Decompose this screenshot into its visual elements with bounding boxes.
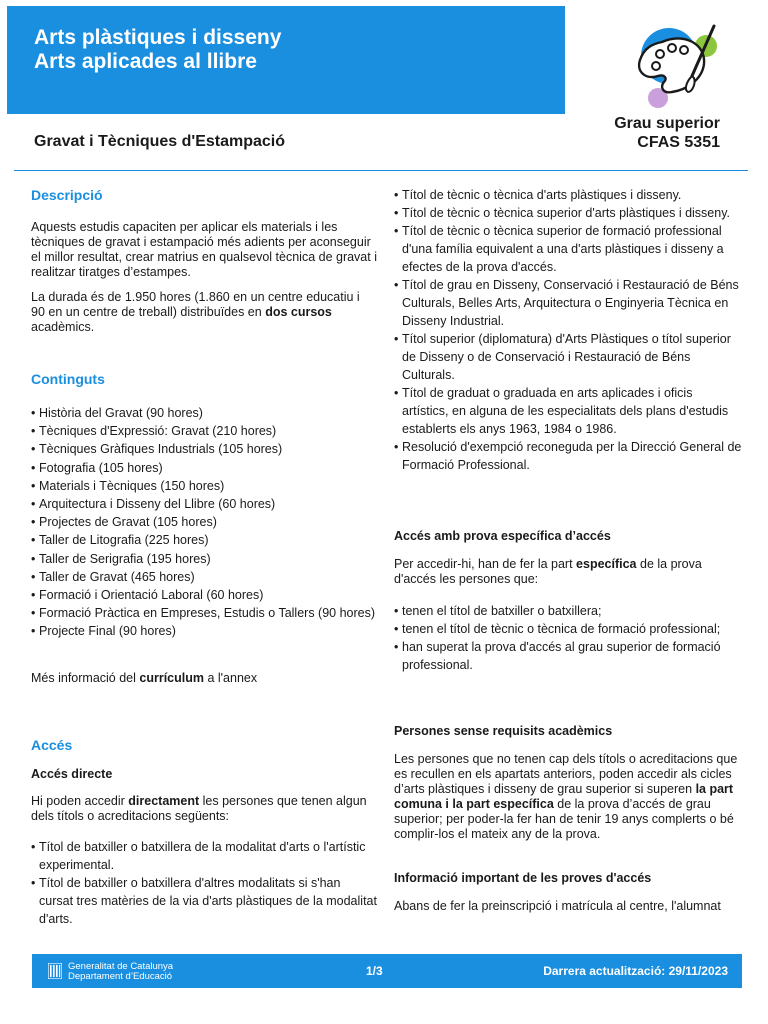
header-divider [14,170,748,171]
acces-directe-list-continued [394,186,742,474]
list-item: • Títol superior (diplomatura) d'Arts Plàstiques o títol superior de Disseny o de Conservació i Restauració de Béns Culturals. [394,330,742,384]
list-item: • tenen el títol de batxiller o batxillera; [394,602,742,620]
text-span: Hi poden accedir [31,793,129,808]
page-title-line2: Arts aplicades al llibre [34,50,257,73]
list-item: • Títol de grau en Disseny, Conservació i Restauració de Béns Culturals, Belles Arts, Arquitectura o Enginyeria Tècnica en Disseny Industrial. [394,276,742,330]
acces-heading: Accés [31,736,73,753]
bold-span: currículum [139,670,204,685]
prova-heading: Accés amb prova específica d’accés [394,529,611,543]
curriculum-note [31,671,377,686]
page-title-line1: Arts plàstiques i disseny [34,26,282,49]
footer-band [32,954,742,988]
text-span: Més informació del [31,670,140,685]
list-item: • Tècniques Gràfiques Industrials (105 hores) [31,440,377,458]
left-column [31,188,377,928]
list-item: • Arquitectura i Disseny del Llibre (60 hores) [31,495,377,513]
text-span: Les persones que no tenen cap dels títols o acreditacions que es recullen en els apartats anteriors, poden accedir als cicles d’arts plàstiques i disseny de grau superior si superen [394,752,738,796]
list-item: • Títol de tècnic o tècnica d'arts plàstiques i disseny. [394,186,742,204]
page-number: 1/3 [366,964,383,978]
bold-span: dos cursos [265,305,332,319]
list-item: • Tècniques d'Expressió: Gravat (210 hores) [31,422,377,440]
list-item: • Projectes de Gravat (105 hores) [31,513,377,531]
department-name: Departament d’Educació [68,971,173,982]
list-item: • Taller de Litografia (225 hores) [31,531,377,549]
list-item: • Títol de tècnic o tècnica superior de formació professional d'una família equivalent a una d'arts plàstiques i disseny a efectes de la prova d'accés. [394,222,742,276]
bold-span: la part comuna i la part específica [394,782,734,811]
list-item: • Formació Pràctica en Empreses, Estudis o Tallers (90 hores) [31,604,377,622]
list-item: • Títol de batxiller o batxillera de la modalitat d'arts o l'artístic experimental. [31,838,377,874]
text-span: acadèmics. [31,320,95,334]
prova-list [394,602,742,674]
cycle-subtitle: Gravat i Tècniques d'Estampació [34,133,285,150]
info-proves-heading: Informació important de les proves d'accés [394,871,652,885]
list-item: • Fotografia (105 hores) [31,459,377,477]
text-span: de la prova d’accés de grau superior; per poder-la fer han de tenir 19 anys complerts o bé complir-los el mateix any de la prova. [394,797,734,841]
grade-level: Grau superior [614,115,720,132]
list-item: • han superat la prova d'accés al grau superior de formació professional. [394,638,742,674]
bold-span: específica [576,557,637,571]
bold-span: directament [128,793,200,808]
acces-directe-heading: Accés directe [31,766,113,781]
acces-directe-intro [31,794,377,824]
text-span: de la prova d'accés les persones que: [394,557,702,586]
descripcio-heading: Descripció [31,187,103,203]
list-item: • Títol de tècnic o tècnica superior d'arts plàstiques i disseny. [394,204,742,222]
info-proves-text: Abans de fer la preinscripció i matrícula al centre, l'alumnat [394,899,721,913]
list-item: • Formació i Orientació Laboral (60 hores) [31,586,377,604]
text-span: La durada és de 1.950 hores (1.860 en un centre educatiu i 90 en un centre de treball) distribuïdes en [31,290,360,319]
text-span: a l'annex [203,670,258,685]
grade-code: CFAS 5351 [637,134,720,151]
last-updated: Darrera actualització: 29/11/2023 [543,964,728,978]
generalitat-logo-icon [48,963,62,979]
palette-brush-icon [622,20,722,110]
list-item: • Taller de Gravat (465 hores) [31,568,377,586]
grade-block [614,114,720,152]
list-item: • Materials i Tècniques (150 hores) [31,477,377,495]
text-span: Per accedir-hi, han de fer la part [394,557,577,571]
org-name: Generalitat de Catalunya [68,961,174,972]
list-item: • tenen el títol de tècnic o tècnica de formació professional; [394,620,742,638]
list-item: • Projecte Final (90 hores) [31,622,377,640]
footer-organization [68,962,173,982]
list-item: • Títol de graduat o graduada en arts aplicades i oficis artístics, en alguna de les especialitats dels plans d'estudis establerts els anys 1963, 1984 o 1986. [394,384,742,438]
list-item: • Taller de Serigrafia (195 hores) [31,550,377,568]
sense-requisits-text [394,752,742,842]
continguts-heading: Continguts [31,371,105,387]
list-item: • Resolució d'exempció reconeguda per la Direcció General de Formació Professional. [394,438,742,474]
sense-requisits-heading: Persones sense requisits acadèmics [394,724,613,738]
descripcio-para2 [31,290,377,335]
acces-directe-list [31,838,377,928]
right-column [394,186,742,914]
text-span: les persones que tenen algun dels títols o acreditacions següents: [31,793,367,823]
descripcio-para1: Aquests estudis capaciten per aplicar els materials i les tècniques de gravat i estampació més adients per aconseguir el millor resultat, crear matrius en qualsevol tècnica de gravat i realitzar tiratges d’estampes. [31,220,377,279]
continguts-list [31,404,377,641]
prova-intro [394,557,742,587]
list-item: • Títol de batxiller o batxillera d'altres modalitats si s'han cursat tres matèries de la via d'arts plàstiques de la modalitat d'arts. [31,874,377,928]
list-item: • Història del Gravat (90 hores) [31,404,377,422]
